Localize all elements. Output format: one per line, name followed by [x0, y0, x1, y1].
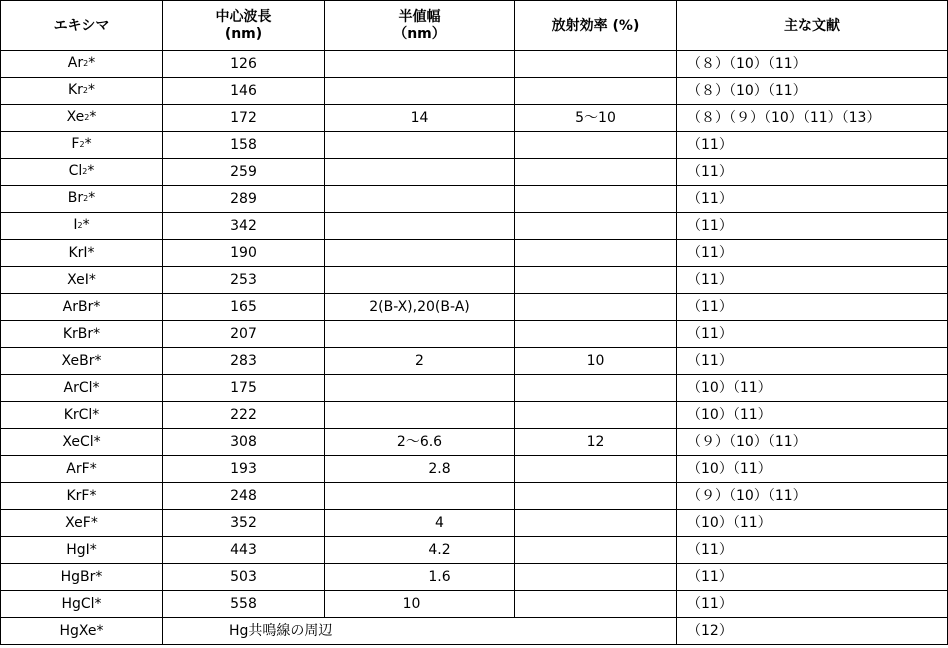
- table-row: [1, 618, 948, 645]
- cell-efficiency: [515, 483, 677, 510]
- cell-references: （11）: [677, 159, 948, 186]
- cell-species: $Kr_2*$: [1, 78, 163, 105]
- cell-references: （10）（11）: [677, 510, 948, 537]
- cell-species: HgCl*: [1, 591, 163, 618]
- cell-species: XeCl*: [1, 429, 163, 456]
- table-row: [1, 456, 948, 483]
- cell-wavelength: 175: [163, 375, 325, 402]
- cell-efficiency: [515, 564, 677, 591]
- cell-references: （11）: [677, 564, 948, 591]
- cell-efficiency: [515, 186, 677, 213]
- cell-efficiency: 5〜10: [515, 105, 677, 132]
- cell-wavelength: 158: [163, 132, 325, 159]
- cell-note: Hg共鳴線の周辺: [163, 618, 677, 645]
- cell-references: （８）（９）（10）（11）（13）: [677, 105, 948, 132]
- cell-references: （11）: [677, 240, 948, 267]
- cell-species: KrI*: [1, 240, 163, 267]
- table-row: [1, 429, 948, 456]
- cell-fwhm: [325, 321, 515, 348]
- table-row: [1, 51, 948, 78]
- cell-efficiency: [515, 51, 677, 78]
- table-row: [1, 105, 948, 132]
- cell-fwhm: [325, 132, 515, 159]
- table-row: [1, 537, 948, 564]
- cell-references: （10）（11）: [677, 402, 948, 429]
- species-subscript: 2: [82, 86, 89, 95]
- table-header: [1, 1, 948, 51]
- cell-species: HgXe*: [1, 618, 163, 645]
- cell-wavelength: 308: [163, 429, 325, 456]
- species-subscript: 2: [77, 221, 83, 230]
- cell-efficiency: [515, 267, 677, 294]
- cell-wavelength: 283: [163, 348, 325, 375]
- cell-references: （11）: [677, 213, 948, 240]
- cell-wavelength: 443: [163, 537, 325, 564]
- cell-efficiency: [515, 240, 677, 267]
- cell-species: HgBr*: [1, 564, 163, 591]
- cell-species: $Cl_2*$: [1, 159, 163, 186]
- species-subscript: 2: [83, 194, 89, 203]
- cell-species: KrBr*: [1, 321, 163, 348]
- cell-wavelength: 342: [163, 213, 325, 240]
- cell-fwhm: 10: [325, 591, 515, 618]
- cell-fwhm: 2: [325, 348, 515, 375]
- cell-efficiency: [515, 159, 677, 186]
- cell-references: （11）: [677, 591, 948, 618]
- cell-wavelength: 248: [163, 483, 325, 510]
- cell-efficiency: 12: [515, 429, 677, 456]
- table-row: [1, 591, 948, 618]
- species-subscript: 2: [83, 59, 89, 68]
- cell-fwhm: 2〜6.6: [325, 429, 515, 456]
- cell-efficiency: [515, 537, 677, 564]
- cell-fwhm: [325, 483, 515, 510]
- cell-wavelength: 207: [163, 321, 325, 348]
- table-row: [1, 213, 948, 240]
- table-row: [1, 267, 948, 294]
- cell-efficiency: [515, 321, 677, 348]
- cell-wavelength: 190: [163, 240, 325, 267]
- cell-wavelength: 259: [163, 159, 325, 186]
- cell-species: $Ar_2*$: [1, 51, 163, 78]
- header-row: [1, 1, 948, 51]
- cell-efficiency: 10: [515, 348, 677, 375]
- cell-references: （11）: [677, 294, 948, 321]
- cell-wavelength: 503: [163, 564, 325, 591]
- cell-species: ArF*: [1, 456, 163, 483]
- table-body: [1, 51, 948, 645]
- cell-fwhm: [325, 78, 515, 105]
- cell-efficiency: [515, 402, 677, 429]
- table-row: [1, 186, 948, 213]
- cell-efficiency: [515, 132, 677, 159]
- header-species: エキシマ: [1, 1, 163, 51]
- cell-fwhm: [325, 375, 515, 402]
- cell-fwhm: 1.6: [325, 564, 515, 591]
- cell-species: XeF*: [1, 510, 163, 537]
- cell-species: $Xe_2*$: [1, 105, 163, 132]
- cell-fwhm: [325, 402, 515, 429]
- cell-references: （12）: [677, 618, 948, 645]
- cell-species: HgI*: [1, 537, 163, 564]
- cell-fwhm: [325, 213, 515, 240]
- cell-references: （11）: [677, 132, 948, 159]
- cell-species: $F_2*$: [1, 132, 163, 159]
- cell-species: XeBr*: [1, 348, 163, 375]
- cell-references: （９）（10）（11）: [677, 429, 948, 456]
- cell-wavelength: 222: [163, 402, 325, 429]
- table-row: [1, 240, 948, 267]
- cell-species: $I_2*$: [1, 213, 163, 240]
- table-row: [1, 564, 948, 591]
- cell-wavelength: 172: [163, 105, 325, 132]
- cell-wavelength: 289: [163, 186, 325, 213]
- cell-efficiency: [515, 213, 677, 240]
- cell-wavelength: 193: [163, 456, 325, 483]
- table-row: [1, 78, 948, 105]
- cell-fwhm: [325, 159, 515, 186]
- cell-wavelength: 352: [163, 510, 325, 537]
- cell-references: （11）: [677, 348, 948, 375]
- cell-references: （11）: [677, 267, 948, 294]
- table-row: [1, 375, 948, 402]
- cell-efficiency: [515, 375, 677, 402]
- cell-fwhm: [325, 51, 515, 78]
- species-subscript: 2: [79, 140, 85, 149]
- cell-references: （10）（11）: [677, 456, 948, 483]
- cell-fwhm: 4.2: [325, 537, 515, 564]
- cell-wavelength: 165: [163, 294, 325, 321]
- cell-fwhm: 2(B‐X),20(B‐A): [325, 294, 515, 321]
- cell-references: （８）（10）（11）: [677, 51, 948, 78]
- cell-wavelength: 253: [163, 267, 325, 294]
- cell-species: XeI*: [1, 267, 163, 294]
- header-fwhm: 半値幅 （nm）: [325, 1, 515, 51]
- cell-references: （11）: [677, 186, 948, 213]
- table-row: [1, 510, 948, 537]
- cell-efficiency: [515, 294, 677, 321]
- table-row: [1, 132, 948, 159]
- cell-wavelength: 558: [163, 591, 325, 618]
- cell-efficiency: [515, 591, 677, 618]
- table-row: [1, 294, 948, 321]
- table-row: [1, 159, 948, 186]
- cell-fwhm: [325, 240, 515, 267]
- cell-efficiency: [515, 78, 677, 105]
- cell-references: （10）（11）: [677, 375, 948, 402]
- cell-wavelength: 126: [163, 51, 325, 78]
- cell-species: ArCl*: [1, 375, 163, 402]
- cell-fwhm: 4: [325, 510, 515, 537]
- species-subscript: 2: [84, 113, 90, 122]
- cell-species: KrCl*: [1, 402, 163, 429]
- cell-references: （11）: [677, 321, 948, 348]
- cell-references: （９）（10）（11）: [677, 483, 948, 510]
- table-row: [1, 402, 948, 429]
- table-row: [1, 321, 948, 348]
- cell-fwhm: [325, 267, 515, 294]
- cell-fwhm: 2.8: [325, 456, 515, 483]
- cell-references: （８）（10）（11）: [677, 78, 948, 105]
- cell-efficiency: [515, 456, 677, 483]
- cell-fwhm: [325, 186, 515, 213]
- cell-species: KrF*: [1, 483, 163, 510]
- cell-efficiency: [515, 510, 677, 537]
- cell-species: $Br_2*$: [1, 186, 163, 213]
- table-row: [1, 483, 948, 510]
- header-wavelength: 中心波長 (nm): [163, 1, 325, 51]
- cell-wavelength: 146: [163, 78, 325, 105]
- cell-fwhm: 14: [325, 105, 515, 132]
- cell-species: ArBr*: [1, 294, 163, 321]
- cell-references: （11）: [677, 537, 948, 564]
- species-subscript: 2: [82, 167, 88, 176]
- header-references: 主な文献: [677, 1, 948, 51]
- header-efficiency: 放射効率 (%): [515, 1, 677, 51]
- table-row: [1, 348, 948, 375]
